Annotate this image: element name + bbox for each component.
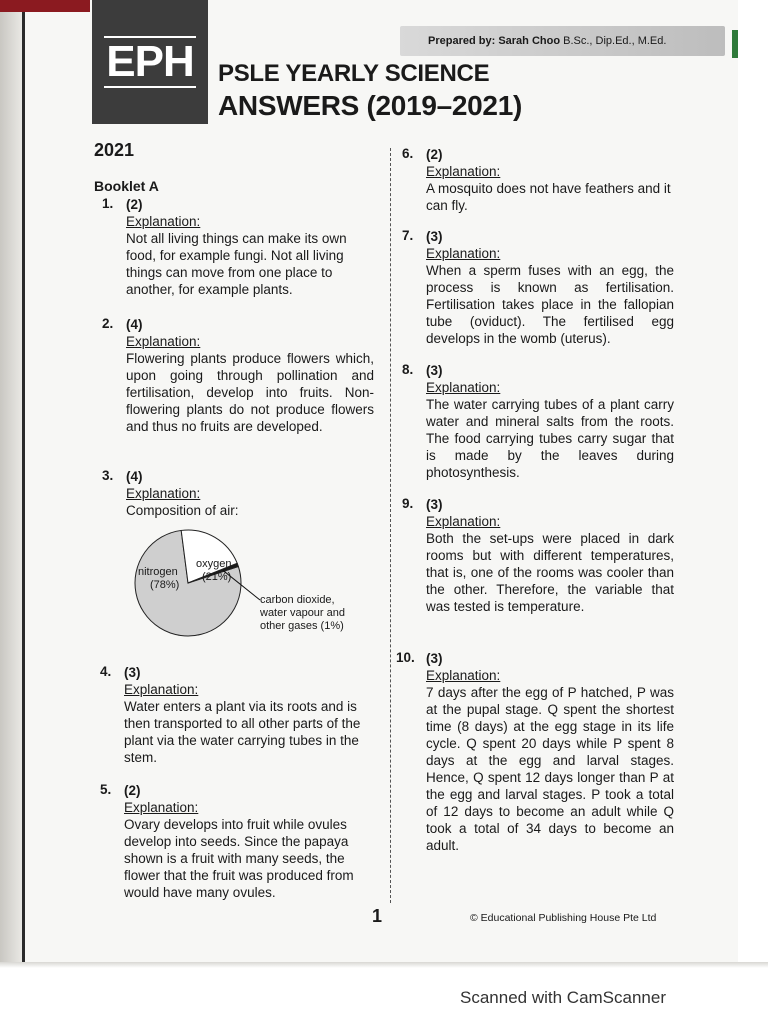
explanation-label: Explanation:	[124, 800, 199, 815]
question-number: 10.	[396, 650, 415, 665]
question-item	[426, 362, 674, 481]
question-answer: (3)	[426, 497, 443, 512]
page-edge-shadow	[0, 0, 22, 962]
explanation-label: Explanation:	[426, 164, 501, 179]
prepared-by-banner	[400, 26, 725, 56]
explanation-text: A mosquito does not have feathers and it can fly.	[426, 181, 671, 213]
booklet-heading: Booklet A	[94, 178, 159, 194]
explanation-text: Ovary develops into fruit while ovules develop into seeds. Since the papaya shown is a fruit with many seeds, the flower that the fruit was produced from would have many ovules.	[124, 817, 354, 900]
question-item	[124, 664, 374, 766]
pie-label-oxygen-line1: oxygen	[196, 558, 232, 570]
explanation-text: Flowering plants produce flowers which, upon going through pollination and fertilisation, develop into fruits. Non-flowering plants do not produce flowers and thus no fruits are developed.	[126, 351, 374, 434]
document-title-line2: ANSWERS (2019–2021)	[218, 90, 522, 121]
pie-label-other-line3: other gases (1%)	[260, 620, 344, 632]
question-number: 9.	[402, 496, 414, 511]
explanation-text: Not all living things can make its own food, for example fungi. Not all living things can move from one place to another, for example plants.	[126, 231, 347, 297]
question-number: 2.	[102, 316, 114, 331]
prepared-by-name: Sarah Choo	[498, 35, 561, 47]
pie-label-nitrogen-line2: (78%)	[150, 579, 180, 591]
question-item	[126, 468, 374, 519]
question-answer: (3)	[124, 665, 141, 680]
explanation-label: Explanation:	[126, 334, 201, 349]
explanation-text: Composition of air:	[126, 503, 239, 518]
pie-label-nitrogen	[138, 566, 179, 592]
question-item	[124, 782, 374, 901]
question-answer: (3)	[426, 229, 443, 244]
side-tab-mark	[732, 30, 738, 58]
pie-label-other-line2: water vapour and	[260, 607, 345, 619]
publisher-logo	[92, 0, 208, 124]
logo-text: EPH	[106, 37, 194, 86]
question-item	[426, 146, 674, 214]
question-number: 4.	[100, 664, 112, 679]
question-item	[426, 650, 674, 854]
year-heading: 2021	[94, 140, 135, 160]
explanation-text: Both the set-ups were placed in dark rooms but with different temperatures, that is, one of the rooms was cooler than the other. Therefore, the variable that was tested is temperature.	[426, 531, 674, 614]
question-answer: (2)	[124, 783, 141, 798]
pie-label-oxygen-line2: (21%)	[202, 571, 232, 583]
question-item	[126, 196, 374, 298]
question-answer: (2)	[426, 147, 443, 162]
question-number: 7.	[402, 228, 414, 243]
question-item	[426, 228, 674, 347]
column-divider	[390, 148, 391, 903]
explanation-label: Explanation:	[124, 682, 199, 697]
pie-label-nitrogen-line1: nitrogen	[138, 566, 178, 578]
pie-label-other-gases	[260, 594, 345, 633]
question-number: 8.	[402, 362, 414, 377]
scanner-watermark: Scanned with CamScanner	[460, 988, 667, 1007]
explanation-label: Explanation:	[426, 668, 501, 683]
explanation-label: Explanation:	[126, 486, 201, 501]
question-answer: (2)	[126, 197, 143, 212]
page-bottom-shadow	[0, 962, 768, 968]
prepared-by-qualifications: B.Sc., Dip.Ed., M.Ed.	[563, 35, 667, 47]
pie-label-other-line1: carbon dioxide,	[260, 594, 335, 606]
question-number: 3.	[102, 468, 114, 483]
question-item	[426, 496, 674, 615]
explanation-label: Explanation:	[426, 246, 501, 261]
question-number: 1.	[102, 196, 114, 211]
explanation-text: The water carrying tubes of a plant carry water and mineral salts from the roots. The food carrying tubes carry sugar that is made by the leaves during photosynthesis.	[426, 397, 674, 480]
question-answer: (4)	[126, 317, 143, 332]
explanation-label: Explanation:	[126, 214, 201, 229]
prepared-by-label: Prepared by:	[428, 35, 496, 47]
document-title-line1: PSLE YEARLY SCIENCE	[218, 60, 490, 87]
air-composition-pie-chart	[134, 528, 374, 638]
explanation-text: 7 days after the egg of P hatched, P was at the pupal stage. Q spent the shortest time (8 days) at the egg stage in its life cycle. Q spent 20 days while P spent 8 days at the egg and larval stages. Hence, Q spent 12 days longer than P at the egg and larval stages. P took a total of 12 days to become an adult while Q took a total of 34 days to become an adult.	[426, 685, 674, 853]
pie-label-oxygen	[196, 558, 231, 584]
page-number: 1	[372, 906, 383, 926]
copyright-notice: © Educational Publishing House Pte Ltd	[470, 912, 657, 924]
question-number: 6.	[402, 146, 414, 161]
explanation-text: When a sperm fuses with an egg, the process is known as fertilisation. Fertilisation takes place in the fallopian tube (oviduct). The fertilised egg develops in the womb (uterus).	[426, 263, 674, 346]
explanation-label: Explanation:	[426, 514, 501, 529]
question-item	[126, 316, 374, 435]
question-answer: (3)	[426, 363, 443, 378]
explanation-text: Water enters a plant via its roots and is then transported to all other parts of the plant via the water carrying tubes in the stem.	[124, 699, 361, 765]
question-answer: (4)	[126, 469, 143, 484]
explanation-label: Explanation:	[426, 380, 501, 395]
question-number: 5.	[100, 782, 112, 797]
top-book-edge	[0, 0, 90, 12]
question-answer: (3)	[426, 651, 443, 666]
